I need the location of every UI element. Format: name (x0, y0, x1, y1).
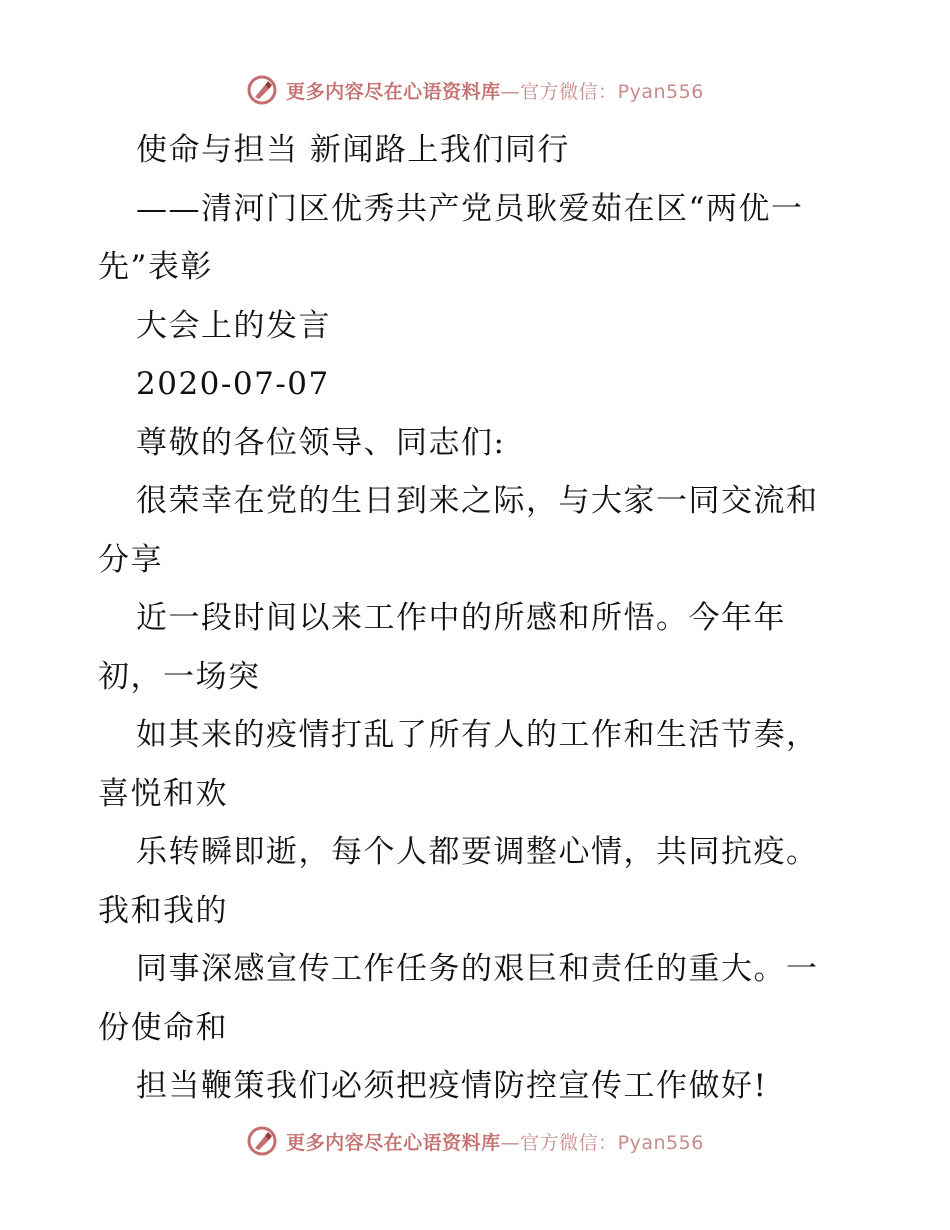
pen-nib-circle-icon (246, 1125, 278, 1157)
text-line: 分享 (98, 541, 163, 578)
text-line: 2020-07-07 (136, 366, 330, 402)
text-line: 喜悦和欢 (98, 775, 228, 812)
header-watermark (0, 70, 950, 110)
text-line: 很荣幸在党的生日到来之际，与大家一同交流和 (136, 483, 819, 519)
pen-nib-circle-icon (246, 74, 278, 106)
text-line: 大会上的发言 (136, 307, 331, 344)
text-line: 近一段时间以来工作中的所感和所悟。今年年 (136, 600, 786, 636)
text-line: 如其来的疫情打乱了所有人的工作和生活节奏， (136, 717, 819, 753)
text-line: 同事深感宣传工作任务的艰巨和责任的重大。一 (136, 951, 819, 987)
text-line: 份使命和 (98, 1009, 228, 1046)
watermark-text: 更多内容尽在心语资料库—官方微信：Pyan556 (286, 1131, 704, 1154)
text-line: 担当鞭策我们必须把疫情防控宣传工作做好! (136, 1068, 768, 1104)
text-line: 使命与担当 新闻路上我们同行 (136, 132, 570, 168)
text-line: 我和我的 (98, 892, 228, 929)
text-line: 先”表彰 (98, 249, 213, 285)
text-line: ——清河门区优秀共产党员耿爱茹在区“两优一 (136, 190, 804, 227)
watermark-text: 更多内容尽在心语资料库—官方微信：Pyan556 (286, 80, 704, 103)
document-body (98, 121, 858, 1116)
text-line: 初，一场突 (98, 658, 261, 695)
text-line: 尊敬的各位领导、同志们: (136, 424, 506, 461)
footer-watermark (0, 1121, 950, 1161)
text-line: 乐转瞬即逝，每个人都要调整心情，共同抗疫。 (136, 834, 819, 870)
